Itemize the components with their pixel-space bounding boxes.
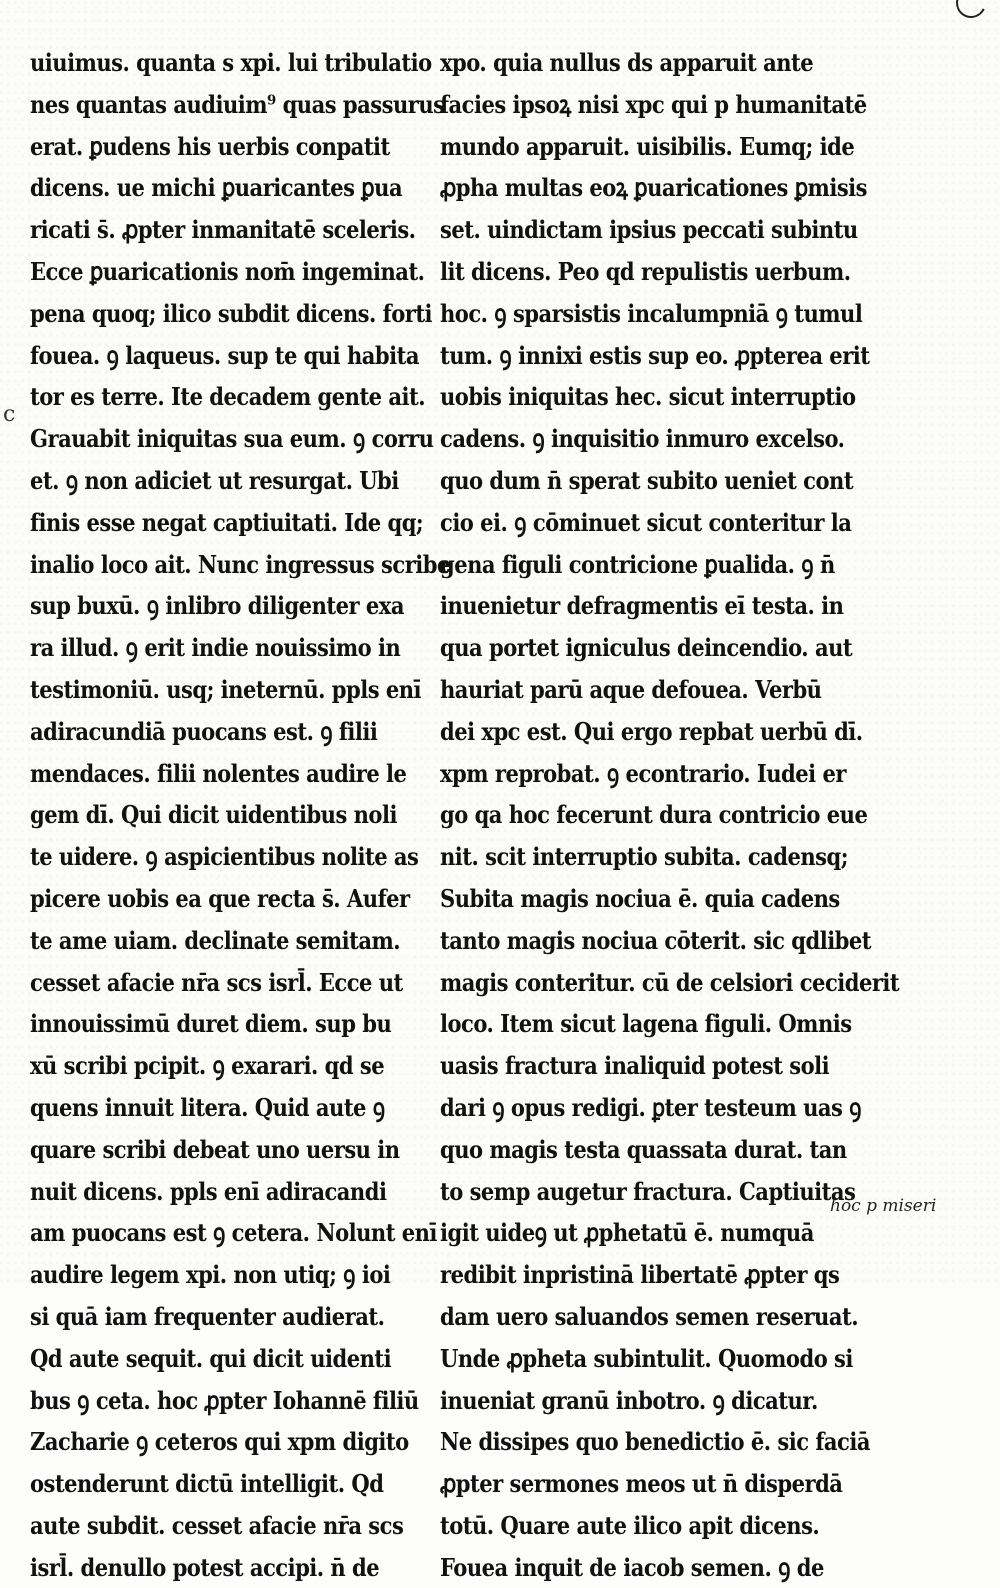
text-line: ostenderunt dictū intelligit. Qd [30,1469,384,1499]
text-line: mendaces. filii nolentes audire le [30,758,407,788]
text-line: Zacharie ꝯ ceteros qui xpm digito [30,1427,409,1457]
text-line: magis conteritur. cū de celsiori ceciderit [440,967,900,997]
text-line: quo dum n̄ sperat subito ueniet cont [440,465,854,495]
text-line: te uidere. ꝯ aspicientibus nolite as [30,842,419,872]
text-line: gem dī. Qui dicit uidentibus noli [30,800,397,830]
text-line: tum. ꝯ innixi estis sup eo. ꝓpterea erit [440,340,870,370]
text-line: am puocans est ꝯ cetera. Nolunt enī [30,1218,437,1248]
text-line: hoc. ꝯ sparsistis incalumpniā ꝯ tumul [440,298,863,328]
text-line: quens innuit litera. Quid aute ꝯ [30,1092,385,1122]
text-line: te ame uiam. declinate semitam. [30,925,401,955]
text-line: gena figuli contricione ꝑualida. ꝯ n̄ [440,549,835,579]
text-line: Qd aute sequit. qui dicit uidenti [30,1343,392,1373]
text-line: tanto magis nociua cōterit. sic qdlibet [440,925,872,955]
text-line: finis esse negat captiuitati. Ide qq; [30,507,424,537]
text-line: loco. Item sicut lagena figuli. Omnis [440,1009,852,1039]
text-line: dam uero saluandos semen reseruat. [440,1301,859,1331]
text-line: innouissimū duret diem. sup bu [30,1009,392,1039]
text-line: tor es terre. Ite decadem gente ait. [30,382,426,412]
text-line: qua portet igniculus deincendio. aut [440,633,853,663]
text-line: dari ꝯ opus redigi. ꝑter testeum uas ꝯ [440,1092,862,1122]
text-line: uobis iniquitas hec. sicut interruptio [440,382,856,412]
text-line: inalio loco ait. Nunc ingressus scribe [30,549,450,579]
left-margin-mark: c [3,402,16,427]
corner-mark [952,0,990,22]
text-line: si quā iam frequenter audierat. [30,1301,385,1331]
text-line: quo magis testa quassata durat. tan [440,1134,847,1164]
text-line: xpo. quia nullus ds apparuit ante [440,48,814,77]
text-line: cadens. ꝯ inquisitio inmuro excelso. [440,424,845,454]
text-line: et. ꝯ non adiciet ut resurgat. Ubi [30,465,399,495]
text-line: lit dicens. Peo qd repulistis uerbum. [440,256,851,286]
text-line: inuenietur defragmentis eī testa. in [440,591,844,621]
text-line: quare scribi debeat uno uersu in [30,1134,400,1164]
text-line: to semp augetur fractura. Captiuitas [440,1176,856,1206]
text-line: go qa hoc fecerunt dura contricio eue [440,800,868,830]
text-line: pena quoq; ilico subdit dicens. forti [30,298,433,328]
text-line: xū scribi pcipit. ꝯ exarari. qd se [30,1051,385,1081]
text-line: dei xpc est. Qui ergo repbat uerbū dī. [440,716,863,746]
text-line: cesset afacie nr̄a scs isrl̄. Ecce ut [30,967,403,997]
text-line: igit uideꝯ ut ꝓphetatū ē. numquā [440,1218,814,1248]
text-line: picere uobis ea que recta s̄. Aufer [30,883,410,913]
marginal-annotation: hoc p miseri [830,1196,937,1216]
text-line: cio ei. ꝯ cōminuet sicut conteritur la [440,507,852,537]
text-line: totū. Quare aute ilico apit dicens. [440,1510,820,1540]
text-line: sup buxū. ꝯ inlibro diligenter exa [30,591,404,621]
text-line: nuit dicens. ppls enī adiracandi [30,1176,387,1206]
text-line: isrl̄. denullo potest accipi. n̄ de [30,1552,380,1582]
text-line: audire legem xpi. non utiq; ꝯ ioi [30,1260,391,1290]
text-line: adiracundiā puocans est. ꝯ filii [30,716,378,746]
text-line: Grauabit iniquitas sua eum. ꝯ corru [30,424,434,454]
text-line: Ecce ꝑuaricationis nom̄ ingeminat. [30,256,425,286]
text-line: mundo apparuit. uisibilis. Eumq; ide [440,131,855,161]
text-line: testimoniū. usq; ineternū. ppls enī [30,674,422,704]
text-line: Subita magis nociua ē. quia cadens [440,883,840,913]
text-line: aute subdit. cesset afacie nr̄a scs [30,1510,404,1540]
text-line: Ne dissipes quo benedictio ē. sic faciā [440,1427,870,1457]
text-line: inueniat granū inbotro. ꝯ dicatur. [440,1385,818,1415]
text-line: nes quantas audiuim⁹ quas passurus [30,89,445,119]
text-line: ꝓpha multas eoꝝ ꝑuaricationes ꝑmisis [440,173,868,203]
text-line: erat. ꝑudens his uerbis conpatit [30,131,390,161]
text-line: uasis fractura inaliquid potest soli [440,1051,830,1081]
text-line: facies ipsoꝝ nisi xpc qui p humanitatē [440,89,867,119]
text-line: dicens. ue michi ꝑuaricantes ꝑua [30,173,403,203]
text-line: Fouea inquit de iacob semen. ꝯ de [440,1552,824,1582]
text-line: set. uindictam ipsius peccati subintu [440,215,858,245]
text-line: hauriat parū aque defouea. Verbū [440,674,822,704]
text-line: ꝓpter sermones meos ut n̄ disperdā [440,1469,843,1499]
left-text-column [30,42,450,1588]
text-line: xpm reprobat. ꝯ econtrario. Iudei er [440,758,846,788]
text-line: bus ꝯ ceta. hoc ꝓpter Iohannē filiū [30,1385,419,1415]
text-line: Unde ꝓpheta subintulit. Quomodo si [440,1343,853,1373]
text-line: nit. scit interruptio subita. cadensq; [440,842,849,872]
text-line: redibit inpristinā libertatē ꝓpter qs [440,1260,840,1290]
text-line: ricati s̄. ꝓpter inmanitatē sceleris. [30,215,416,245]
text-line: fouea. ꝯ laqueus. sup te qui habita [30,340,419,370]
text-line: ra illud. ꝯ erit indie nouissimo in [30,633,401,663]
text-line: uiuimus. quanta s xpi. lui tribulatio [30,48,432,77]
